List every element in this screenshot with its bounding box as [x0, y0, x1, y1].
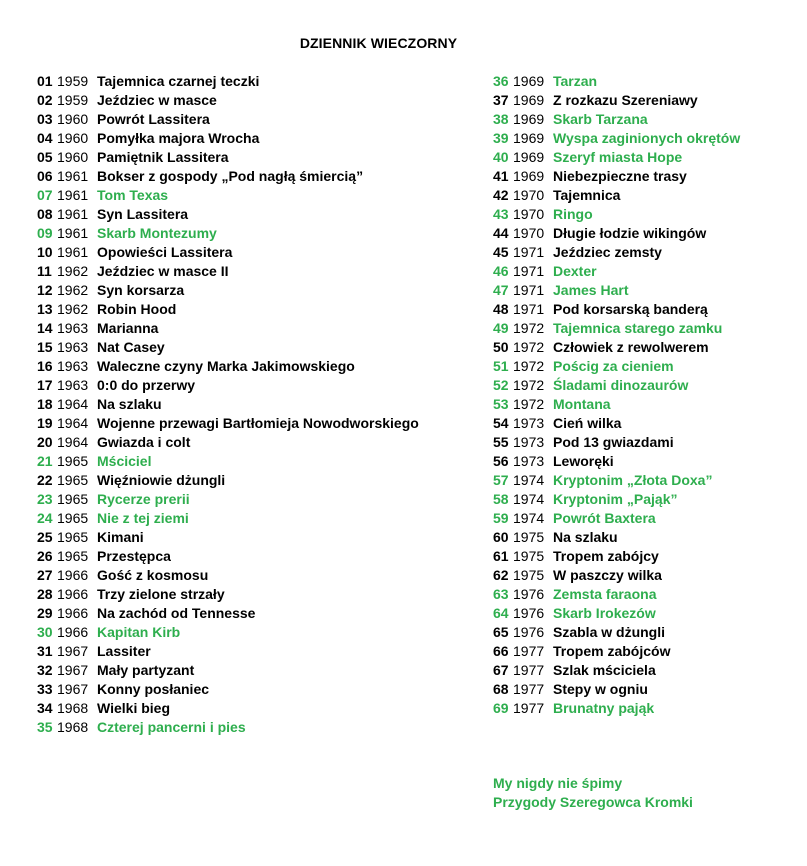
item-number: 43: [493, 206, 509, 222]
list-item: [37, 661, 419, 680]
item-number: 53: [493, 396, 509, 412]
item-title: Waleczne czyny Marka Jakimowskiego: [97, 358, 355, 374]
item-number: 33: [37, 681, 53, 697]
item-title: Z rozkazu Szereniawy: [553, 92, 698, 108]
list-item: [37, 319, 419, 338]
item-number: 11: [37, 263, 52, 279]
item-year: 1971: [513, 301, 545, 317]
item-year: 1975: [513, 548, 545, 564]
list-item: [37, 110, 419, 129]
item-title: Tom Texas: [97, 187, 169, 203]
item-number: 31: [37, 643, 53, 659]
item-number: 41: [493, 168, 509, 184]
list-item: [37, 300, 419, 319]
item-number: 58: [493, 491, 509, 507]
list-item: [37, 129, 419, 148]
item-number: 65: [493, 624, 509, 640]
item-year: 1963: [57, 320, 89, 336]
item-number: 06: [37, 168, 53, 184]
item-title: Dexter: [553, 263, 597, 279]
item-year: 1965: [57, 453, 89, 469]
item-year: 1974: [513, 472, 545, 488]
item-number: 47: [493, 282, 509, 298]
item-year: 1970: [513, 225, 545, 241]
item-number: 63: [493, 586, 509, 602]
item-year: 1965: [57, 510, 89, 526]
item-year: 1971: [513, 263, 545, 279]
list-item: [493, 623, 740, 642]
list-item: [493, 129, 740, 148]
item-title: Czterej pancerni i pies: [97, 719, 246, 735]
item-title: Na szlaku: [97, 396, 162, 412]
list-item: [493, 414, 740, 433]
item-title: Stepy w ogniu: [553, 681, 648, 697]
item-year: 1975: [513, 529, 545, 545]
item-year: 1964: [57, 396, 89, 412]
list-item: [493, 148, 740, 167]
list-item: [493, 376, 740, 395]
item-year: 1963: [57, 377, 89, 393]
item-title: W paszczy wilka: [553, 567, 662, 583]
extra-item: My nigdy nie śpimy: [493, 775, 623, 791]
list-item: [37, 186, 419, 205]
list-item: [493, 566, 740, 585]
list-item: [37, 509, 419, 528]
item-year: 1977: [513, 643, 545, 659]
item-year: 1969: [513, 111, 545, 127]
item-year: 1974: [513, 491, 545, 507]
list-item: [37, 91, 419, 110]
item-title: Pościg za cieniem: [553, 358, 674, 374]
item-year: 1963: [57, 339, 89, 355]
item-title: Konny posłaniec: [97, 681, 210, 697]
item-title: Szlak mściciela: [553, 662, 656, 678]
item-year: 1966: [57, 586, 89, 602]
item-year: 1971: [513, 244, 545, 260]
item-number: 68: [493, 681, 509, 697]
list-item: [493, 319, 740, 338]
item-title: Tajemnica starego zamku: [553, 320, 723, 336]
item-year: 1965: [57, 472, 89, 488]
item-year: 1966: [57, 624, 89, 640]
list-item: [493, 262, 740, 281]
item-number: 23: [37, 491, 53, 507]
item-year: 1972: [513, 358, 545, 374]
item-number: 57: [493, 472, 509, 488]
item-number: 12: [37, 282, 53, 298]
item-number: 51: [493, 358, 509, 374]
list-item: [493, 585, 740, 604]
item-year: 1973: [513, 453, 545, 469]
list-item: [37, 490, 419, 509]
item-title: Gwiazda i colt: [97, 434, 191, 450]
item-year: 1973: [513, 434, 545, 450]
item-title: Śladami dinozaurów: [553, 377, 689, 393]
item-year: 1976: [513, 605, 545, 621]
item-title: Na szlaku: [553, 529, 618, 545]
item-year: 1977: [513, 681, 545, 697]
item-number: 02: [37, 92, 53, 108]
item-number: 03: [37, 111, 53, 127]
list-item: [493, 471, 740, 490]
list-item: [37, 414, 419, 433]
list-item: [493, 509, 740, 528]
item-number: 49: [493, 320, 509, 336]
item-title: Kimani: [97, 529, 144, 545]
item-year: 1962: [57, 263, 89, 279]
item-year: 1959: [57, 92, 89, 108]
list-item: [37, 547, 419, 566]
item-title: Robin Hood: [97, 301, 177, 317]
item-title: Na zachód od Tennesse: [97, 605, 256, 621]
item-year: 1966: [57, 567, 89, 583]
item-title: Pamiętnik Lassitera: [97, 149, 229, 165]
item-title: Mściciel: [97, 453, 152, 469]
item-title: Tarzan: [553, 73, 598, 89]
item-year: 1977: [513, 662, 545, 678]
right-column: [493, 72, 740, 718]
item-title: Tropem zabójców: [553, 643, 671, 659]
item-title: 0:0 do przerwy: [97, 377, 196, 393]
list-item: [493, 604, 740, 623]
item-title: Bokser z gospody „Pod nagłą śmiercią”: [97, 168, 364, 184]
list-item: [493, 357, 740, 376]
item-year: 1970: [513, 206, 545, 222]
item-number: 37: [493, 92, 509, 108]
item-title: Skarb Montezumy: [97, 225, 217, 241]
item-year: 1961: [57, 244, 89, 260]
list-item: [493, 661, 740, 680]
item-year: 1964: [57, 415, 89, 431]
item-title: Tropem zabójcy: [553, 548, 659, 564]
item-year: 1963: [57, 358, 89, 374]
item-title: Montana: [553, 396, 611, 412]
item-number: 61: [493, 548, 509, 564]
item-year: 1969: [513, 149, 545, 165]
list-item: [37, 528, 419, 547]
item-title: Nie z tej ziemi: [97, 510, 189, 526]
item-number: 28: [37, 586, 53, 602]
list-item: [37, 281, 419, 300]
item-year: 1976: [513, 624, 545, 640]
item-number: 16: [37, 358, 53, 374]
item-number: 19: [37, 415, 53, 431]
item-year: 1961: [57, 187, 89, 203]
item-title: Rycerze prerii: [97, 491, 190, 507]
item-year: 1968: [57, 700, 89, 716]
item-year: 1977: [513, 700, 545, 716]
item-year: 1965: [57, 529, 89, 545]
item-year: 1960: [57, 130, 89, 146]
list-item: [37, 471, 419, 490]
item-year: 1975: [513, 567, 545, 583]
list-item: [37, 167, 419, 186]
item-year: 1966: [57, 605, 89, 621]
item-number: 01: [37, 73, 53, 89]
item-title: Tajemnica czarnej teczki: [97, 73, 260, 89]
item-year: 1969: [513, 130, 545, 146]
item-number: 39: [493, 130, 509, 146]
extra-item: Przygody Szeregowca Kromki: [493, 794, 693, 810]
item-year: 1965: [57, 491, 89, 507]
list-item: [493, 642, 740, 661]
item-year: 1970: [513, 187, 545, 203]
item-number: 34: [37, 700, 53, 716]
item-year: 1969: [513, 168, 545, 184]
item-number: 54: [493, 415, 509, 431]
list-item: [37, 604, 419, 623]
item-title: Syn Lassitera: [97, 206, 189, 222]
item-number: 05: [37, 149, 53, 165]
item-title: Opowieści Lassitera: [97, 244, 233, 260]
list-item: [493, 300, 740, 319]
list-item: [37, 642, 419, 661]
extra-titles: [493, 774, 693, 812]
item-year: 1961: [57, 206, 89, 222]
item-title: Szeryf miasta Hope: [553, 149, 683, 165]
list-item: [37, 452, 419, 471]
item-title: Niebezpieczne trasy: [553, 168, 687, 184]
item-title: Skarb Tarzana: [553, 111, 648, 127]
item-number: 69: [493, 700, 509, 716]
list-item: [37, 680, 419, 699]
page-title: DZIENNIK WIECZORNY: [299, 35, 458, 51]
item-title: Leworęki: [553, 453, 614, 469]
list-item: [493, 91, 740, 110]
item-title: Kryptonim „Złota Doxa”: [553, 472, 713, 488]
item-title: Pod 13 gwiazdami: [553, 434, 674, 450]
item-year: 1964: [57, 434, 89, 450]
item-number: 08: [37, 206, 53, 222]
item-number: 66: [493, 643, 509, 659]
item-year: 1968: [57, 719, 89, 735]
item-title: Jeździec zemsty: [553, 244, 662, 260]
item-number: 36: [493, 73, 509, 89]
list-item: [493, 680, 740, 699]
list-item: [37, 205, 419, 224]
item-number: 04: [37, 130, 53, 146]
list-item: [37, 357, 419, 376]
list-item: [37, 395, 419, 414]
list-item: [493, 528, 740, 547]
list-item: [37, 262, 419, 281]
item-year: 1971: [513, 282, 545, 298]
item-number: 35: [37, 719, 53, 735]
list-item: [493, 338, 740, 357]
list-item: [493, 547, 740, 566]
item-title: Pod korsarską banderą: [553, 301, 708, 317]
item-title: Cień wilka: [553, 415, 622, 431]
item-number: 55: [493, 434, 509, 450]
item-year: 1967: [57, 662, 89, 678]
list-item: [37, 224, 419, 243]
item-number: 32: [37, 662, 53, 678]
item-year: 1967: [57, 643, 89, 659]
item-number: 52: [493, 377, 509, 393]
item-number: 15: [37, 339, 53, 355]
item-number: 22: [37, 472, 53, 488]
item-year: 1972: [513, 339, 545, 355]
item-title: Długie łodzie wikingów: [553, 225, 707, 241]
item-year: 1961: [57, 225, 89, 241]
list-item: [493, 186, 740, 205]
item-number: 21: [37, 453, 53, 469]
item-year: 1960: [57, 111, 89, 127]
list-item: [37, 243, 419, 262]
item-title: Wojenne przewagi Bartłomieja Nowodworskiego: [97, 415, 419, 431]
item-year: 1962: [57, 301, 89, 317]
item-title: Ringo: [553, 206, 593, 222]
item-title: Szabla w dżungli: [553, 624, 666, 640]
item-title: Zemsta faraona: [553, 586, 657, 602]
item-title: Trzy zielone strzały: [97, 586, 225, 602]
item-year: 1972: [513, 396, 545, 412]
item-number: 45: [493, 244, 509, 260]
list-item: [37, 338, 419, 357]
item-title: Jeździec w masce: [97, 92, 217, 108]
item-number: 42: [493, 187, 509, 203]
list-item: [37, 376, 419, 395]
item-number: 27: [37, 567, 53, 583]
item-title: Nat Casey: [97, 339, 165, 355]
list-item: [493, 224, 740, 243]
item-year: 1974: [513, 510, 545, 526]
item-number: 09: [37, 225, 53, 241]
item-year: 1959: [57, 73, 89, 89]
item-number: 13: [37, 301, 53, 317]
left-column: [37, 72, 419, 737]
list-item: [493, 243, 740, 262]
list-item: [37, 433, 419, 452]
item-number: 18: [37, 396, 53, 412]
item-title: Wyspa zaginionych okrętów: [553, 130, 741, 146]
item-year: 1969: [513, 73, 545, 89]
item-number: 59: [493, 510, 509, 526]
item-title: Powrót Lassitera: [97, 111, 210, 127]
item-title: Kapitan Kirb: [97, 624, 181, 640]
item-title: Przestępca: [97, 548, 171, 564]
item-number: 29: [37, 605, 53, 621]
list-item: [493, 281, 740, 300]
item-number: 24: [37, 510, 53, 526]
item-number: 48: [493, 301, 509, 317]
item-number: 25: [37, 529, 53, 545]
item-number: 62: [493, 567, 509, 583]
list-item: [37, 718, 419, 737]
item-year: 1961: [57, 168, 89, 184]
item-number: 60: [493, 529, 509, 545]
item-title: Mały partyzant: [97, 662, 195, 678]
item-year: 1967: [57, 681, 89, 697]
item-year: 1972: [513, 377, 545, 393]
item-title: Lassiter: [97, 643, 151, 659]
item-number: 26: [37, 548, 53, 564]
item-year: 1965: [57, 548, 89, 564]
item-title: Wielki bieg: [97, 700, 171, 716]
item-number: 46: [493, 263, 509, 279]
item-title: Gość z kosmosu: [97, 567, 209, 583]
item-number: 30: [37, 624, 53, 640]
item-number: 14: [37, 320, 53, 336]
item-year: 1960: [57, 149, 89, 165]
list-item: [493, 699, 740, 718]
item-number: 07: [37, 187, 53, 203]
list-item: [37, 623, 419, 642]
item-year: 1973: [513, 415, 545, 431]
item-title: Powrót Baxtera: [553, 510, 656, 526]
item-number: 17: [37, 377, 53, 393]
item-title: Marianna: [97, 320, 159, 336]
list-item: [493, 490, 740, 509]
item-title: Skarb Irokezów: [553, 605, 656, 621]
item-year: 1972: [513, 320, 545, 336]
list-item: [37, 699, 419, 718]
item-number: 38: [493, 111, 509, 127]
item-number: 67: [493, 662, 509, 678]
item-title: James Hart: [553, 282, 629, 298]
item-number: 64: [493, 605, 509, 621]
item-year: 1962: [57, 282, 89, 298]
item-year: 1976: [513, 586, 545, 602]
list-item: [37, 585, 419, 604]
item-number: 50: [493, 339, 509, 355]
list-item: [37, 148, 419, 167]
item-number: 40: [493, 149, 509, 165]
item-title: Kryptonim „Pająk”: [553, 491, 678, 507]
list-item: [493, 452, 740, 471]
list-item: [37, 566, 419, 585]
item-title: Tajemnica: [553, 187, 621, 203]
item-title: Pomyłka majora Wrocha: [97, 130, 260, 146]
list-item: [493, 72, 740, 91]
item-number: 44: [493, 225, 509, 241]
item-number: 56: [493, 453, 509, 469]
item-title: Syn korsarza: [97, 282, 185, 298]
list-item: [493, 110, 740, 129]
list-item: [493, 167, 740, 186]
list-item: [493, 395, 740, 414]
item-number: 20: [37, 434, 53, 450]
item-title: Jeździec w masce II: [97, 263, 229, 279]
list-item: [493, 433, 740, 452]
list-item: [493, 205, 740, 224]
item-title: Człowiek z rewolwerem: [553, 339, 709, 355]
item-title: Brunatny pająk: [553, 700, 655, 716]
item-number: 10: [37, 244, 53, 260]
item-year: 1969: [513, 92, 545, 108]
item-title: Więźniowie dżungli: [97, 472, 226, 488]
list-item: [37, 72, 419, 91]
